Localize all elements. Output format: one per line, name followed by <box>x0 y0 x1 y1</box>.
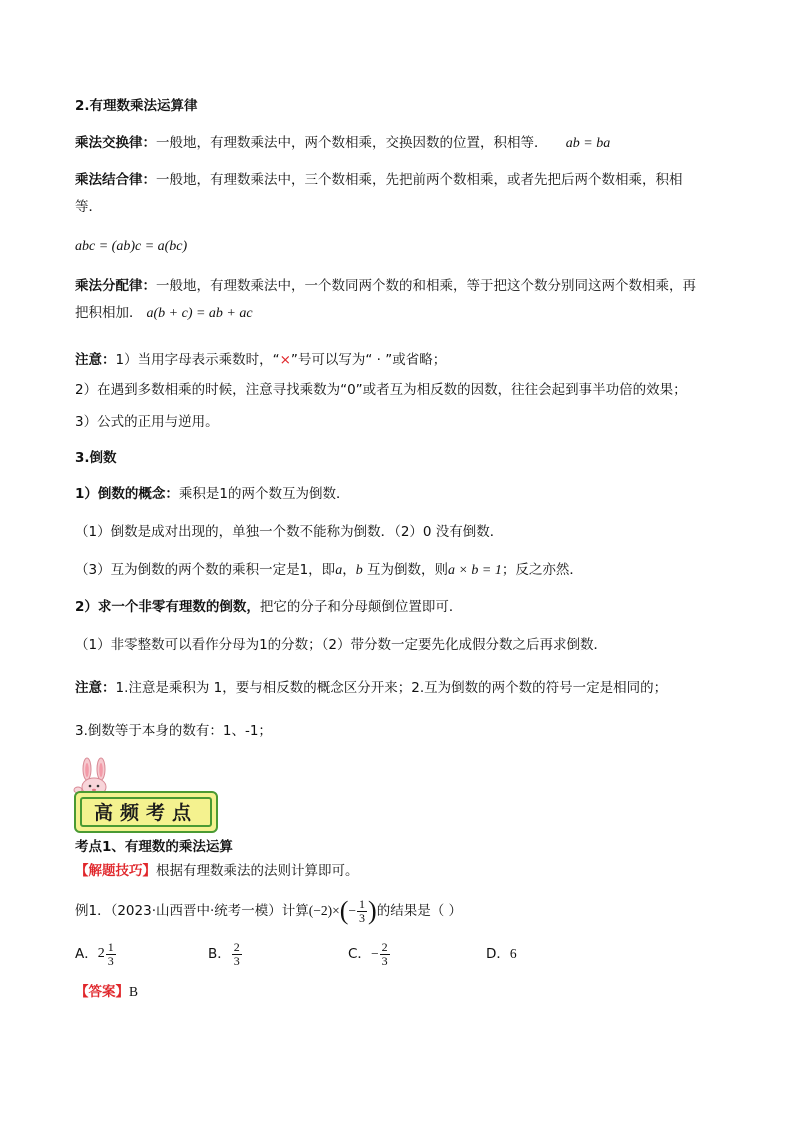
option-b-den: 3 <box>233 953 240 968</box>
item3-var-a: a <box>335 563 343 578</box>
distributive-label: 乘法分配律： <box>75 278 156 294</box>
note2-text: 1.注意是乘积为 1，要与相反数的概念区分开来；2.互为倒数的两个数的符号一定是相同的； <box>115 680 668 696</box>
item3-formula: a × b = 1 <box>447 563 502 578</box>
option-c-fraction <box>380 941 390 967</box>
associative-text-2: 等． <box>75 199 102 215</box>
option-d-value: 6 <box>509 945 517 961</box>
distributive-law-line2 <box>75 305 253 323</box>
concept-text: 乘积是1的两个数互为倒数． <box>178 486 350 502</box>
times-sign: × <box>279 352 291 368</box>
item3-d: ；反之亦然． <box>501 562 583 578</box>
option-a[interactable] <box>75 938 117 970</box>
option-a-whole: 2 <box>97 945 105 961</box>
option-c[interactable] <box>348 938 391 970</box>
item3-var-b: b <box>355 563 363 578</box>
example-1 <box>75 893 462 929</box>
note1-line2: 2）在遇到多数相乘的时候，注意寻找乘数为“0”或者互为相反数的因数，往往会起到事半功倍的效果； <box>75 382 687 398</box>
example-suffix: 的结果是（ ） <box>376 902 463 919</box>
answer-label: 【答案】 <box>75 984 129 1000</box>
concept-label: 1）倒数的概念： <box>75 486 179 502</box>
example-expr: (−2)× <box>308 902 340 918</box>
option-d[interactable] <box>486 938 517 970</box>
badge-text: 高频考点 <box>93 802 198 824</box>
option-a-num: 1 <box>107 939 114 954</box>
example-num: 1 <box>359 896 366 911</box>
distributive-text-1: 一般地，有理数乘法中，一个数同两个数的和相乘，等于把这个数分别同这两个数相乘，再 <box>156 278 696 294</box>
example-minus: − <box>348 902 357 918</box>
option-b-num: 2 <box>233 939 240 954</box>
note1-line3: 3）公式的正用与逆用。 <box>75 414 219 430</box>
example-fraction <box>357 898 367 924</box>
reciprocal-note-line2: 3.倒数等于本身的数有：1、-1； <box>75 723 272 739</box>
section2-heading: 2.有理数乘法运算律 <box>75 98 198 114</box>
item3-a: （3）互为倒数的两个数的乘积一定是1，即 <box>75 562 336 578</box>
find-text: 把它的分子和分母颠倒位置即可． <box>259 599 463 615</box>
high-frequency-badge <box>70 757 216 832</box>
answer-value: B <box>129 984 139 999</box>
answer-line <box>75 984 138 1000</box>
right-paren: ) <box>368 896 377 925</box>
associative-text-1: 一般地，有理数乘法中，三个数相乘，先把前两个数相乘，或者先把后两个数相乘，积相 <box>156 172 683 188</box>
commutative-formula: ab = ba <box>565 136 611 151</box>
distributive-formula: a(b + c) = ab + ac <box>146 306 253 321</box>
left-paren: ( <box>339 896 349 925</box>
note1-line1-a: 1）当用字母表示乘数时，“ <box>115 352 280 368</box>
reciprocal-note <box>75 680 667 696</box>
option-c-sign: − <box>370 945 379 961</box>
note1-label: 注意： <box>75 352 116 368</box>
item3-b: ， <box>342 562 356 578</box>
find-label: 2）求一个非零有理数的倒数， <box>75 599 260 615</box>
option-a-fraction <box>106 941 116 967</box>
option-b-letter: B． <box>208 945 231 962</box>
note1-line1 <box>75 352 446 368</box>
find-item: （1）非零整数可以看作分母为1的分数；（2）带分数一定要先化成假分数之后再求倒数． <box>75 637 608 653</box>
commutative-label: 乘法交换律： <box>75 135 156 151</box>
associative-law-line1 <box>75 172 683 188</box>
option-b[interactable] <box>208 938 243 970</box>
associative-formula: abc = (ab)c = a(bc) <box>75 239 188 254</box>
commutative-law <box>75 135 610 153</box>
example-den: 3 <box>359 910 366 925</box>
note1-line1-b: ”号可以写为“ · ”或省略； <box>290 352 447 368</box>
option-a-letter: A． <box>75 945 98 962</box>
note2-label: 注意： <box>75 680 116 696</box>
example-prefix: 例1．（2023·山西晋中·统考一模）计算 <box>75 902 309 919</box>
option-b-fraction <box>232 941 242 967</box>
reciprocal-concept <box>75 486 350 502</box>
tip-label: 【解题技巧】 <box>75 863 156 879</box>
kaodian-title: 考点1、有理数的乘法运算 <box>75 839 233 855</box>
option-c-den: 3 <box>381 953 388 968</box>
tip-line <box>75 863 359 879</box>
find-reciprocal <box>75 599 462 615</box>
option-c-letter: C． <box>348 945 371 962</box>
reciprocal-item3 <box>75 562 583 580</box>
commutative-text: 一般地，有理数乘法中，两个数相乘，交换因数的位置，积相等． <box>156 135 548 151</box>
option-d-letter: D． <box>486 945 510 962</box>
associative-label: 乘法结合律： <box>75 172 156 188</box>
item3-c: 互为倒数，则 <box>362 562 448 578</box>
distributive-law-line1 <box>75 278 696 294</box>
section3-heading: 3.倒数 <box>75 450 117 466</box>
distributive-text-2: 把积相加． <box>75 305 143 321</box>
option-c-num: 2 <box>381 939 388 954</box>
option-a-den: 3 <box>107 953 114 968</box>
reciprocal-item1: （1）倒数是成对出现的，单独一个数不能称为倒数．（2）0 没有倒数． <box>75 524 504 540</box>
tip-text: 根据有理数乘法的法则计算即可。 <box>156 863 359 879</box>
